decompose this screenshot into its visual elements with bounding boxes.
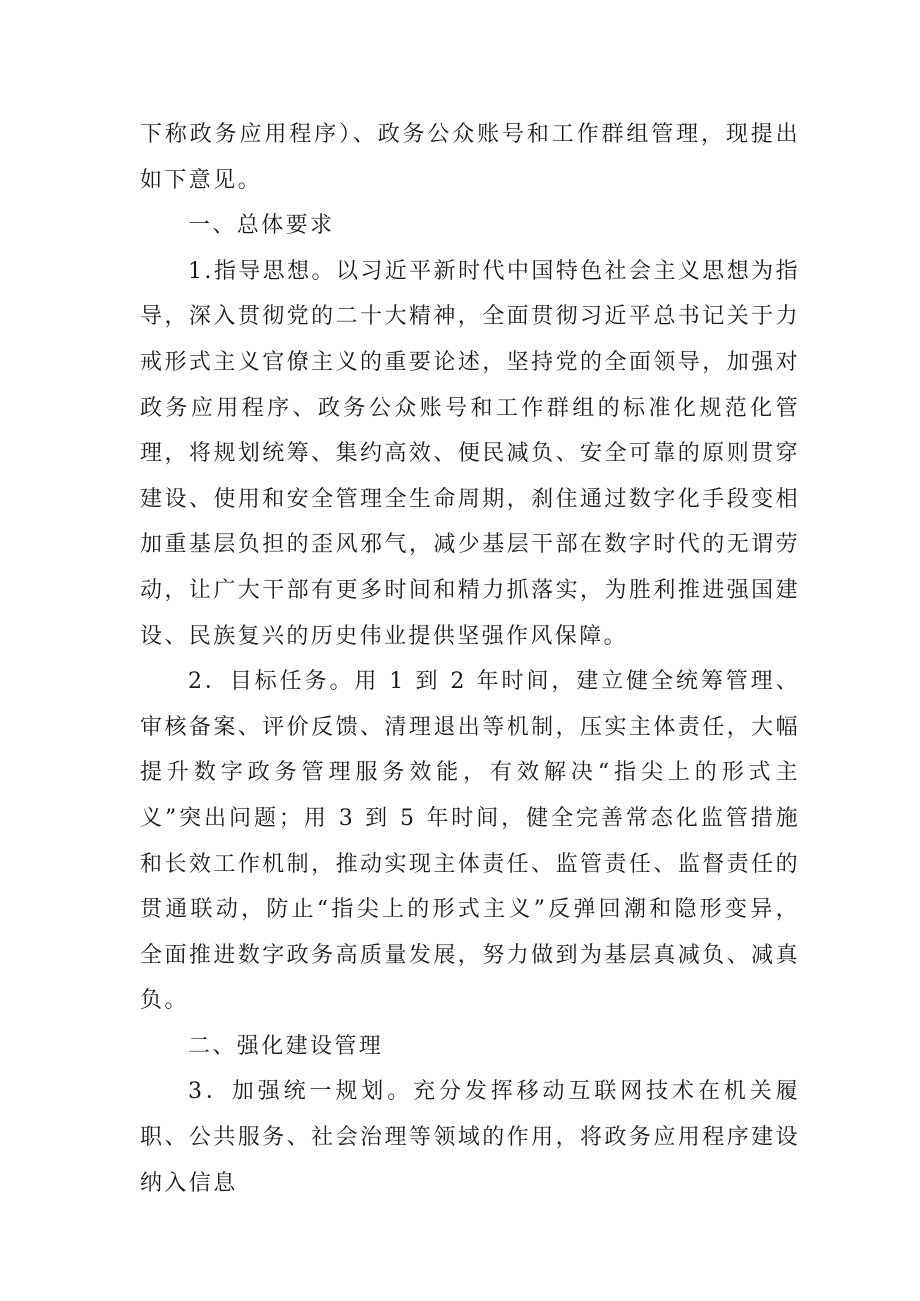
paragraph-objectives: 2．目标任务。用 1 到 2 年时间，建立健全统筹管理、审核备案、评价反馈、清理退出等机制，压实主体责任，大幅提升数字政务管理服务效能，有效解决“指尖上的形式主义”突出问题；用 3 到 5 年时间，健全完善常态化监管措施和长效工作机制，推动实现主体责任、监管责任、监督责任的贯通联动，防止“指尖上的形式主义”反弹回潮和隐形变异，全面推进数字政务高质量发展，努力做到为基层真减负、减真负。	[140, 669, 800, 1014]
paragraph-unified-planning: 3．加强统一规划。充分发挥移动互联网技术在机关履职、公共服务、社会治理等领域的作用，将政务应用程序建设纳入信息	[140, 1079, 800, 1196]
paragraph-intro-continuation: 下称政务应用程序）、政务公众账号和工作群组管理，现提出如下意见。	[140, 122, 800, 193]
document-body	[140, 112, 800, 1206]
section-heading-construction-management: 二、强化建设管理	[188, 1033, 384, 1059]
paragraph-guiding-thought: 1.指导思想。以习近平新时代中国特色社会主义思想为指导，深入贯彻党的二十大精神，全面贯彻习近平总书记关于力戒形式主义官僚主义的重要论述，坚持党的全面领导，加强对政务应用程序、政务公众账号和工作群组的标准化规范化管理，将规划统筹、集约高效、便民减负、安全可靠的原则贯穿建设、使用和安全管理全生命周期，刹住通过数字化手段变相加重基层负担的歪风邪气，减少基层干部在数字时代的无谓劳动，让广大干部有更多时间和精力抓落实，为胜利推进强国建设、民族复兴的历史伟业提供坚强作风保障。	[140, 258, 800, 649]
section-heading-general-requirements: 一、总体要求	[188, 213, 335, 239]
